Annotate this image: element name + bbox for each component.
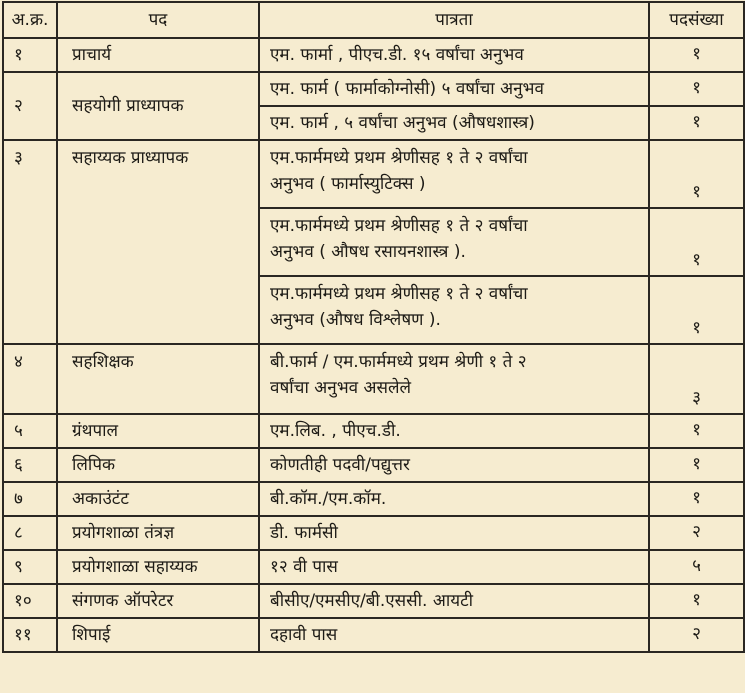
sr-cell: ३ [3, 140, 57, 344]
count-cell: १ [649, 106, 744, 140]
post-cell: लिपिक [57, 448, 259, 482]
qualification-line: अनुभव (औषध विश्लेषण ). [270, 310, 441, 330]
count-cell: १ [649, 72, 744, 106]
table-header-row [3, 2, 744, 38]
qualification-cell [259, 276, 649, 344]
sr-cell: १ [3, 38, 57, 72]
count-cell: १ [649, 448, 744, 482]
qualification-line: एम.फार्ममध्ये प्रथम श्रेणीसह १ ते २ वर्षांचा [270, 148, 528, 168]
qualification-cell: डी. फार्मसी [259, 516, 649, 550]
sr-cell: ७ [3, 482, 57, 516]
qualification-line: एम.फार्ममध्ये प्रथम श्रेणीसह १ ते २ वर्षांचा [270, 216, 528, 236]
table-row [3, 140, 744, 208]
post-cell: ग्रंथपाल [57, 414, 259, 448]
count-cell: १ [649, 208, 744, 276]
table-row [3, 72, 744, 106]
header-sr: अ.क्र. [3, 2, 57, 38]
qualification-line: अनुभव ( फार्मास्युटिक्स ) [270, 174, 426, 194]
recruitment-table [2, 1, 745, 653]
sr-cell: ८ [3, 516, 57, 550]
count-cell: १ [649, 482, 744, 516]
header-qualification: पात्रता [259, 2, 649, 38]
post-cell: शिपाई [57, 618, 259, 652]
table-row [3, 516, 744, 550]
count-cell: १ [649, 140, 744, 208]
qualification-cell: एम. फार्म , ५ वर्षांचा अनुभव (औषधशास्त्र) [259, 106, 649, 140]
qualification-cell: एम. फार्म ( फार्माकोग्नोसी) ५ वर्षांचा अनुभव [259, 72, 649, 106]
header-count: पदसंख्या [649, 2, 744, 38]
post-cell: प्रयोगशाळा तंत्रज्ञ [57, 516, 259, 550]
qualification-line: अनुभव ( औषध रसायनशास्त्र ). [270, 242, 466, 262]
qualification-cell: बी.कॉम./एम.कॉम. [259, 482, 649, 516]
qualification-cell: कोणतीही पदवी/पद्युत्तर [259, 448, 649, 482]
post-cell: अकाउंटंट [57, 482, 259, 516]
sr-cell: ४ [3, 344, 57, 414]
count-cell: २ [649, 618, 744, 652]
qualification-cell: एम. फार्मा , पीएच.डी. १५ वर्षांचा अनुभव [259, 38, 649, 72]
table-row [3, 344, 744, 414]
table-row [3, 584, 744, 618]
sr-cell: ११ [3, 618, 57, 652]
sr-cell: १० [3, 584, 57, 618]
post-cell: प्रयोगशाळा सहाय्यक [57, 550, 259, 584]
qualification-cell: बीसीए/एमसीए/बी.एससी. आयटी [259, 584, 649, 618]
table-row [3, 618, 744, 652]
sr-cell: ६ [3, 448, 57, 482]
qualification-cell [259, 344, 649, 414]
post-cell: सहयोगी प्राध्यापक [57, 72, 259, 140]
qualification-line: एम.फार्ममध्ये प्रथम श्रेणीसह १ ते २ वर्षांचा [270, 284, 528, 304]
table-row [3, 448, 744, 482]
post-cell: संगणक ऑपरेटर [57, 584, 259, 618]
post-cell: सहशिक्षक [57, 344, 259, 414]
sr-cell: २ [3, 72, 57, 140]
count-cell: १ [649, 414, 744, 448]
qualification-cell: दहावी पास [259, 618, 649, 652]
qualification-cell: १२ वी पास [259, 550, 649, 584]
sr-cell: ५ [3, 414, 57, 448]
sr-cell: ९ [3, 550, 57, 584]
post-cell: सहाय्यक प्राध्यापक [57, 140, 259, 344]
count-cell: २ [649, 516, 744, 550]
count-cell: ३ [649, 344, 744, 414]
qualification-cell [259, 208, 649, 276]
count-cell: १ [649, 584, 744, 618]
count-cell: १ [649, 38, 744, 72]
table-row [3, 414, 744, 448]
header-post: पद [57, 2, 259, 38]
qualification-cell [259, 140, 649, 208]
count-cell: ५ [649, 550, 744, 584]
qualification-line: वर्षांचा अनुभव असलेले [270, 378, 412, 398]
qualification-line: बी.फार्म / एम.फार्ममध्ये प्रथम श्रेणी १ ते २ [270, 352, 527, 372]
table-row [3, 38, 744, 72]
count-cell: १ [649, 276, 744, 344]
post-cell: प्राचार्य [57, 38, 259, 72]
table-row [3, 550, 744, 584]
qualification-cell: एम.लिब. , पीएच.डी. [259, 414, 649, 448]
table-row [3, 482, 744, 516]
